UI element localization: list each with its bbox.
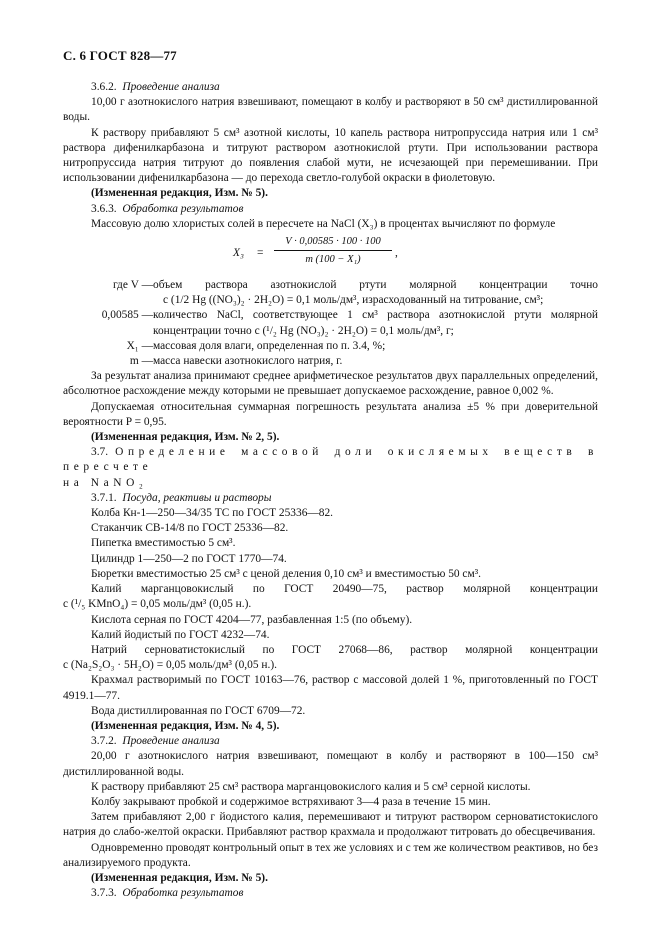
amendment-note: (Измененная редакция, Изм. № 5). — [91, 871, 268, 884]
list-item: Колба Кн-1—250—34/35 ТС по ГОСТ 25336—82. — [91, 507, 334, 520]
section-number: 3.7. — [91, 446, 109, 459]
heading-3-6-3 — [63, 202, 598, 217]
amendment-note: (Измененная редакция, Изм. № 4, 5). — [91, 719, 280, 732]
formula — [63, 234, 598, 274]
section-number: 3.6.2. — [91, 81, 117, 93]
section-number: 3.6.3. — [91, 202, 117, 215]
definition-row — [63, 278, 598, 293]
paragraph: К раствору прибавляют 25 см³ раствора марганцовокислого калия и 5 см³ серной кислоты. — [91, 780, 531, 793]
section-title-cont: на NaNO₂ — [63, 476, 148, 489]
definition-term: 0,00585 — — [101, 309, 153, 322]
formula-tail: , — [395, 247, 398, 260]
paragraph: Колбу закрывают пробкой и содержимое встряхивают 3—4 раза в течение 15 мин. — [91, 795, 491, 808]
definition-row — [63, 308, 598, 338]
document-body — [63, 80, 598, 901]
section-title: Определение массовой доли окисляемых веществ в пересчете — [63, 446, 598, 474]
heading-3-7-2 — [63, 734, 598, 749]
section-title: Посуда, реактивы и растворы — [122, 491, 272, 504]
list-item: Стаканчик СВ-14/8 по ГОСТ 25336—82. — [91, 522, 289, 535]
paragraph: За результат анализа принимают среднее арифметическое результатов двух параллельных определений, абсолютное расхождение между которыми не превышает допускаемое расхождение, равное 0,002 %. — [63, 370, 598, 398]
list-item: Пипетка вместимостью 5 см³. — [91, 537, 236, 550]
list-item: Натрий серноватистокислый по ГОСТ 27068—86, раствор молярной концентрации — [91, 643, 598, 656]
definition-row-cont — [63, 293, 598, 308]
definition-text: количество NaCl, соответствующее 1 см³ раствора азотнокислой ртути молярной концентрации точно c (¹/₂ Hg (NO₃)₂ · 2H₂O) = 0,1 моль/дм³, г; — [153, 309, 598, 337]
paragraph: Массовую долю хлористых солей в пересчете на NaCl (X₃) в процентах вычисляют по формуле — [91, 217, 556, 230]
section-title: Обработка результатов — [122, 887, 244, 900]
heading-3-7 — [63, 445, 598, 475]
list-item: Цилиндр 1—250—2 по ГОСТ 1770—74. — [91, 552, 287, 565]
amendment-note: (Измененная редакция, Изм. № 5). — [91, 187, 268, 200]
formula-numerator: V · 0,00585 · 100 · 100 — [285, 236, 381, 248]
definition-term: m — — [129, 355, 153, 368]
fraction-line — [274, 250, 392, 251]
paragraph: Затем прибавляют 2,00 г йодистого калия, перемешивают и титруют раствором серноватистокислого натрия до слабо-желтой окраски. Прибавляют раствор крахмала и продолжают титровать до обесцвечивания. — [63, 811, 598, 839]
section-title: Проведение анализа — [122, 81, 220, 93]
section-number: 3.7.3. — [91, 887, 117, 900]
formula-denominator: m (100 − X₁) — [305, 254, 361, 266]
amendment-note: (Измененная редакция, Изм. № 2, 5). — [91, 431, 280, 444]
list-item-cont: c (¹/₅ KMnO₄) = 0,05 моль/дм³ (0,05 н.). — [63, 598, 252, 611]
list-item: Калий марганцовокислый по ГОСТ 20490—75, раствор молярной концентрации — [91, 583, 598, 596]
paragraph: Одновременно проводят контрольный опыт в тех же условиях и с тем же количеством реактивов, но без анализируемого продукта. — [63, 841, 598, 869]
definition-text: объем раствора азотнокислой ртути молярной концентрации точно — [153, 279, 598, 292]
definition-text: масса навески азотнокислого натрия, г. — [153, 355, 343, 368]
definition-row — [63, 339, 598, 354]
list-item: Калий йодистый по ГОСТ 4232—74. — [91, 628, 270, 641]
heading-3-6-2 — [63, 80, 598, 95]
section-number: 3.7.1. — [91, 491, 117, 504]
paragraph: Допускаемая относительная суммарная погрешность результата анализа ±5 % при доверительной вероятности P = 0,95. — [63, 400, 598, 428]
definition-term: X₁ — — [126, 339, 153, 352]
list-item: Крахмал растворимый по ГОСТ 10163—76, раствор с массовой долей 1 %, приготовленный по ГОСТ 4919.1—77. — [63, 674, 598, 702]
definition-text: массовая доля влаги, определенная по п. 3.4, %; — [153, 339, 386, 352]
section-number: 3.7.2. — [91, 735, 117, 748]
variable-definitions — [63, 278, 598, 369]
definition-text: c (1/2 Hg ((NO₃)₂ · 2H₂O) = 0,1 моль/дм³, израсходованный на титрование, см³; — [163, 294, 544, 307]
list-item: Бюретки вместимостью 25 см³ с ценой деления 0,10 см³ и вместимостью 50 см³. — [91, 567, 481, 580]
formula-equals: = — [257, 247, 264, 260]
section-title: Проведение анализа — [122, 735, 220, 748]
definition-term: где V — — [112, 279, 153, 292]
paragraph: К раствору прибавляют 5 см³ азотной кислоты, 10 капель раствора нитропруссида натрия или 1 см³ раствора дифенилкарбазона и титруют раствором азотнокислой ртути. При использовании раствора нитропруссида натрия титруют до появления слабой мути, не исчезающей при перемешивании. При использовании дифенилкарбазона — до перехода светло-голубой окраски в фиолетовую. — [63, 126, 598, 185]
formula-lhs: X₃ — [233, 247, 244, 260]
section-title: Обработка результатов — [122, 202, 244, 215]
paragraph: 10,00 г азотнокислого натрия взвешивают, помещают в колбу и растворяют в 50 см³ дистиллированной воды. — [63, 96, 598, 124]
list-item: Вода дистиллированная по ГОСТ 6709—72. — [91, 704, 306, 717]
page-header: С. 6 ГОСТ 828—77 — [63, 48, 177, 63]
list-item-cont: c (Na₂S₂O₃ · 5H₂O) = 0,05 моль/дм³ (0,05 н.). — [63, 659, 277, 672]
definition-row — [63, 354, 598, 369]
list-item: Кислота серная по ГОСТ 4204—77, разбавленная 1:5 (по объему). — [91, 613, 413, 626]
paragraph: 20,00 г азотнокислого натрия взвешивают, помещают в колбу и растворяют в 100—150 см³ дистиллированной воды. — [63, 750, 598, 778]
heading-3-7-1 — [63, 491, 598, 506]
heading-3-7-3 — [63, 886, 598, 901]
